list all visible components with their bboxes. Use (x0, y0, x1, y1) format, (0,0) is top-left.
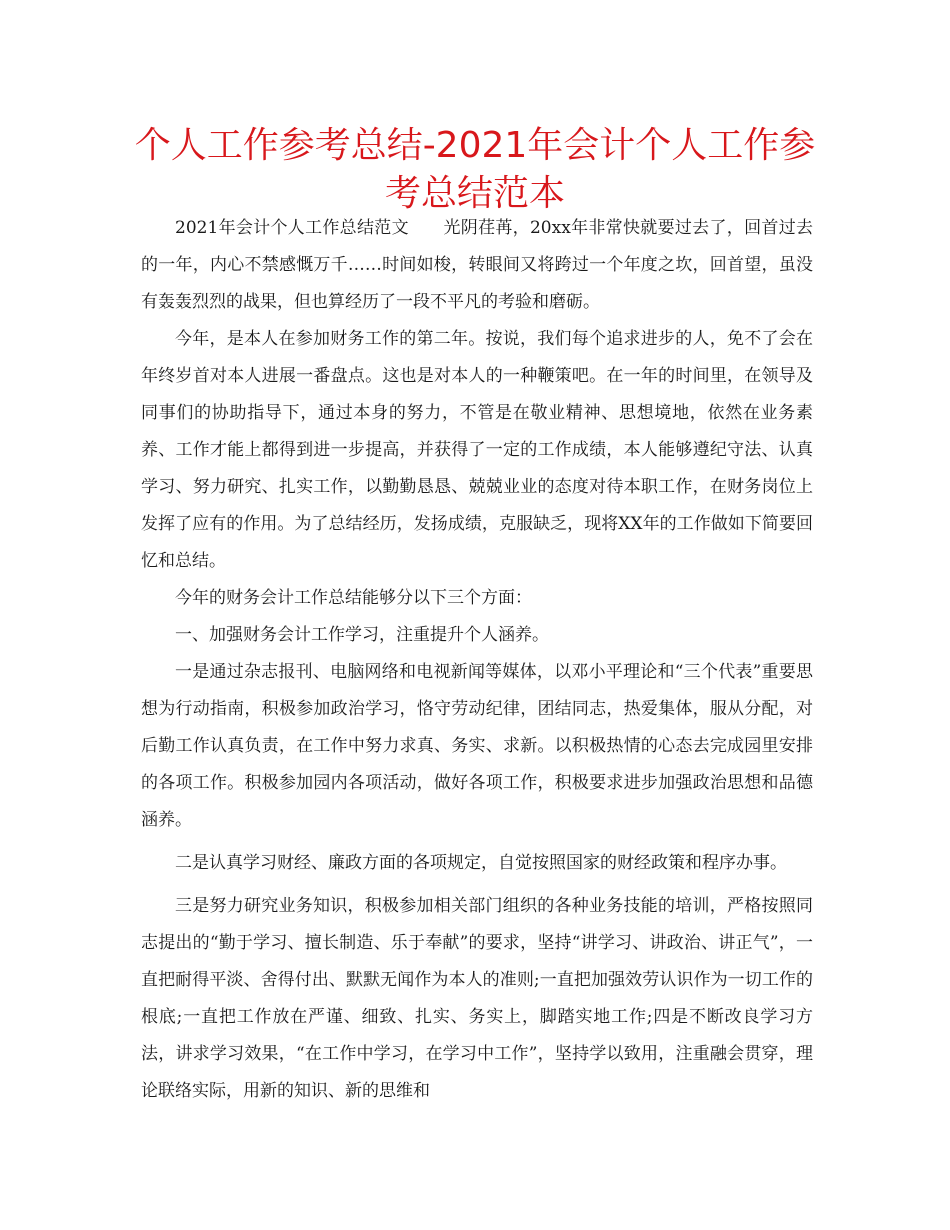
section-heading-1: 一、加强财务会计工作学习，注重提升个人涵养。 (175, 625, 549, 645)
paragraph-point-3: 三是努力研究业务知识，积极参加相关部门组织的各种业务技能的培训，严格按照同志提出的“勤于学习、擅长制造、乐于奉献”的要求，坚持“讲学习、讲政治、讲正气”，一直把耐得平淡、舍得付出、默默无闻作为本人的准则;一直把加强效劳认识作为一切工作的根底;一直把工作放在严谨、细致、扎实、务实上，脚踏实地工作;四是不断改良学习方法，讲求学习效果，“在工作中学习，在学习中工作”，坚持学以致用，注重融会贯穿，理论联络实际，用新的知识、新的思维和 (141, 896, 813, 1101)
paragraph-point-1: 一是通过杂志报刊、电脑网络和电视新闻等媒体，以邓小平理论和“三个代表”重要思想为行动指南，积极参加政治学习，恪守劳动纪律，团结同志，热爱集体，服从分配，对后勤工作认真负责，在工作中努力求真、务实、求新。以积极热情的心态去完成园里安排的各项工作。积极参加园内各项活动，做好各项工作，积极要求进步加强政治思想和品德涵养。 (141, 662, 813, 830)
paragraph-aspects-lead: 今年的财务会计工作总结能够分以下三个方面： (175, 588, 532, 608)
document-title: 个人工作参考总结-2021年会计个人工作参考总结范本 (134, 125, 816, 214)
document-body (141, 210, 813, 1110)
paragraph-intro: 2021年会计个人工作总结范文 光阴荏苒，20xx年非常快就要过去了，回首过去的一年，内心不禁感慨万千……时间如梭，转眼间又将跨过一个年度之坎，回首望，虽没有轰轰烈烈的战果，但也算经历了一段不平凡的考验和磨砺。 (141, 218, 813, 312)
paragraph-overview: 今年，是本人在参加财务工作的第二年。按说，我们每个追求进步的人，免不了会在年终岁首对本人进展一番盘点。这也是对本人的一种鞭策吧。在一年的时间里，在领导及同事们的协助指导下，通过本身的努力，不管是在敬业精神、思想境地，依然在业务素养、工作才能上都得到进一步提高，并获得了一定的工作成绩，本人能够遵纪守法、认真学习、努力研究、扎实工作，以勤勤恳恳、兢兢业业的态度对待本职工作，在财务岗位上发挥了应有的作用。为了总结经历，发扬成绩，克服缺乏，现将XX年的工作做如下简要回忆和总结。 (141, 329, 813, 571)
paragraph-point-2: 二是认真学习财经、廉政方面的各项规定，自觉按照国家的财经政策和程序办事。 (175, 853, 787, 873)
